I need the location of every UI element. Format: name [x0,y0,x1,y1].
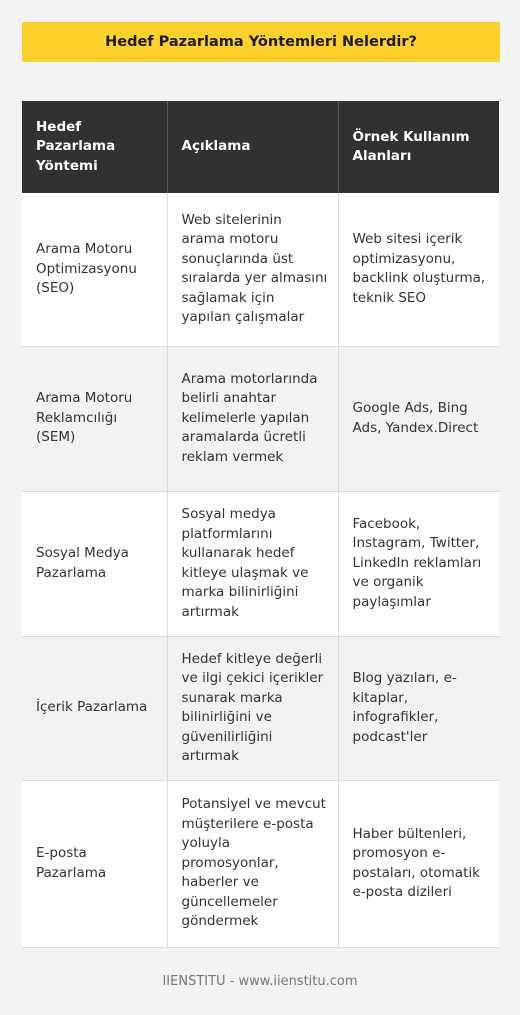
table-cell-description: Hedef kitleye değerli ve ilgi çekici içerikler sunarak marka bilinirliğini ve güvenilirliğini artırmak [167,636,338,780]
table-cell-examples: Google Ads, Bing Ads, Yandex.Direct [338,346,499,491]
table-cell-description: Web sitelerinin arama motoru sonuçlarında üst sıralarda yer almasını sağlamak için yapılan çalışmalar [167,193,338,346]
marketing-methods-table [22,101,499,948]
table-cell-method: Sosyal Medya Pazarlama [22,491,167,636]
table-cell-examples: Web sitesi içerik optimizasyonu, backlink oluşturma, teknik SEO [338,193,499,346]
table-cell-examples: Haber bültenleri, promosyon e-postaları, otomatik e-posta dizileri [338,780,499,947]
table-row [22,636,499,780]
column-header-examples: Örnek Kullanım Alanları [338,101,499,193]
column-header-description: Açıklama [167,101,338,193]
page-title: Hedef Pazarlama Yöntemleri Nelerdir? [22,22,500,62]
table-cell-method: Arama Motoru Optimizasyonu (SEO) [22,193,167,346]
table-cell-description: Arama motorlarında belirli anahtar kelimelerle yapılan aramalarda ücretli reklam vermek [167,346,338,491]
table-cell-method: İçerik Pazarlama [22,636,167,780]
footer-credit: IIENSTITU - www.iienstitu.com [162,974,358,989]
table-cell-method: Arama Motoru Reklamcılığı (SEM) [22,346,167,491]
table-row [22,491,499,636]
table-header-row [22,101,499,193]
table-cell-examples: Blog yazıları, e-kitaplar, infografikler, podcast'ler [338,636,499,780]
column-header-method: Hedef Pazarlama Yöntemi [22,101,167,193]
table-cell-method: E-posta Pazarlama [22,780,167,947]
table-cell-description: Sosyal medya platformlarını kullanarak hedef kitleye ulaşmak ve marka bilinirliğini artırmak [167,491,338,636]
table-cell-description: Potansiyel ve mevcut müşterilere e-posta yoluyla promosyonlar, haberler ve güncellemeler göndermek [167,780,338,947]
table-row [22,193,499,346]
table-row [22,780,499,947]
table-cell-examples: Facebook, Instagram, Twitter, LinkedIn reklamları ve organik paylaşımlar [338,491,499,636]
table-row [22,346,499,491]
